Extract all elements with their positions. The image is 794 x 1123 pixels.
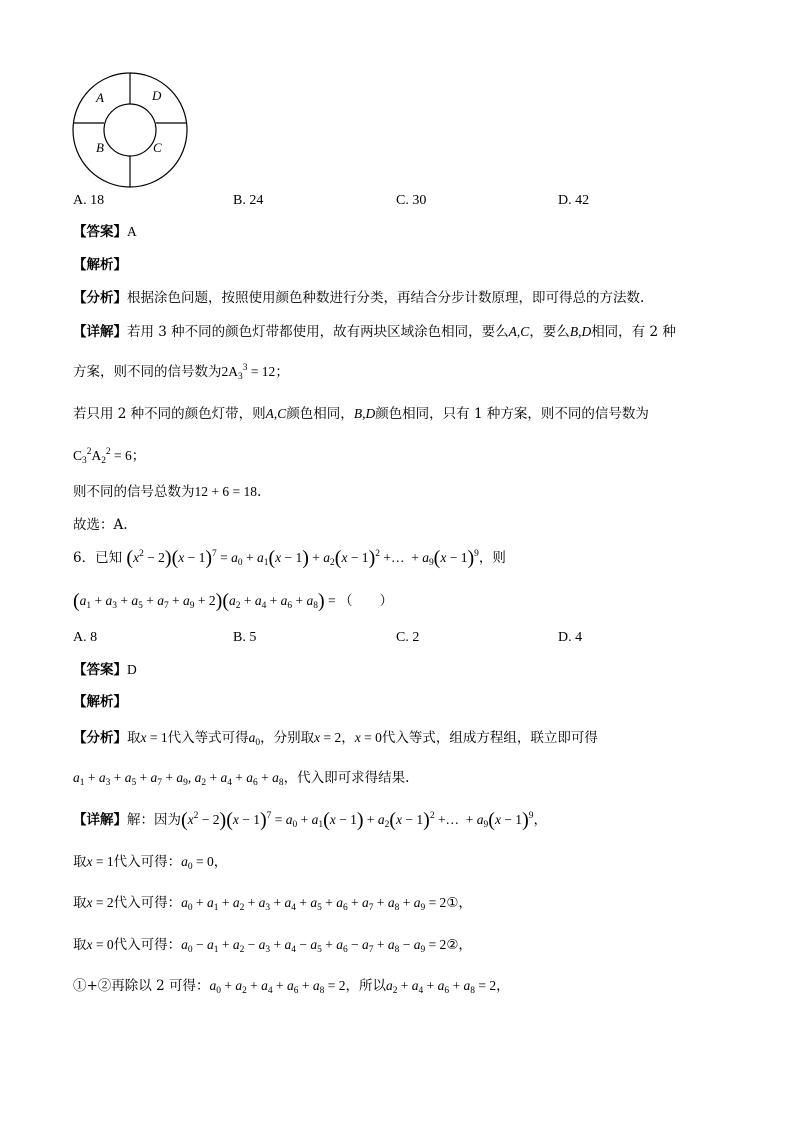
- q6-option-b: B. 5: [233, 630, 257, 645]
- q5-analysis-tag: 【解析】: [73, 257, 127, 273]
- q5-detail-line-5: 则不同的信号总数为12 + 6 = 18.: [73, 484, 262, 500]
- fenxi-tag: 【分析】: [73, 290, 127, 306]
- q5-fenxi-text: 根据涂色问题，按照使用颜色种数进行分类，再结合分步计数原理，即可得总的方法数.: [127, 290, 645, 306]
- q6-stem-line-1: 6．已知 $(x^2 - 2)(x - 1)^7 = a_0 + a_1(x - 1) + a_2(x - 1)^2$ +… + $a_9(x - 1)^9$，则: [73, 547, 506, 569]
- q6-option-a: A. 8: [73, 630, 98, 645]
- q6-answer-line: 【答案】D: [73, 662, 137, 678]
- q5-detail-line-1: 【详解】若用 3 种不同的颜色灯带都使用，故有两块区域涂色相同，要么A,C，要么B,D相同，有 2 种: [73, 324, 676, 340]
- q6-detail-line-2: 取x = 1代入可得：$a_0 = 0$，: [73, 854, 228, 872]
- answer-tag: 【答案】: [73, 224, 127, 240]
- q6-fenxi-line-2: $a_1 + a_3 + a_5 + a_7 + a_9$, $a_2 + a_4 + a_6 + a_8$，代入即可求得结果.: [73, 770, 410, 788]
- region-label-b: B: [96, 140, 104, 155]
- q5-option-c: C. 30: [396, 193, 427, 208]
- ring-figure: [72, 72, 190, 190]
- q5-fenxi-line: [73, 288, 644, 308]
- xiangjie-tag: 【详解】: [73, 324, 127, 340]
- q5-answer-line: [73, 222, 137, 242]
- region-label-a: A: [96, 90, 104, 105]
- q5-option-a: A. 18: [73, 193, 105, 208]
- q5-detail-line-2: 方案，则不同的信号数为$2A_3^3 = 12$；: [73, 363, 289, 382]
- region-label-d: D: [152, 88, 162, 103]
- q6-number: 6．: [73, 550, 96, 566]
- q6-detail-line-4: 取x = 0代入可得：$a_0 - a_1 + a_2 - a_3 + a_4 - a_5 + a_6 - a_7 + a_8 - a_9$ = 2②，: [73, 937, 472, 955]
- q6-fenxi-line-1: 【分析】取x = 1代入等式可得$a_0$，分别取x = 2，x = 0代入等式，组成方程组，联立即可得: [73, 730, 598, 748]
- q5-option-b: B. 24: [233, 193, 264, 208]
- q6-option-c: C. 2: [396, 630, 420, 645]
- inner-circle: [104, 104, 156, 156]
- q5-detail-line-3: 若只用 2 种不同的颜色灯带，则A,C颜色相同，B,D颜色相同，只有 1 种方案，则不同的信号数为: [73, 406, 649, 422]
- q5-answer: A: [127, 224, 137, 239]
- q5-detail-line-6: 故选：A.: [73, 517, 128, 533]
- q5-detail-line-4: $C_3^2A_2^2 = 6$；: [73, 447, 146, 466]
- q6-analysis-tag: 【解析】: [73, 694, 127, 710]
- q6-stem-line-2: $(a_1 + a_3 + a_5 + a_7 + a_9 + 2)(a_2 + a_4 + a_6 + a_8)$ = （ ）: [73, 590, 394, 612]
- q6-answer: D: [127, 662, 137, 677]
- region-label-c: C: [153, 140, 162, 155]
- q5-option-d: D. 42: [558, 193, 590, 208]
- q6-detail-line-3: 取x = 2代入可得：$a_0 + a_1 + a_2 + a_3 + a_4 + a_5 + a_6 + a_7 + a_8 + a_9$ = 2①，: [73, 895, 472, 913]
- q6-detail-line-5: ①+②再除以 2 可得：$a_0 + a_2 + a_4 + a_6 + a_8 = 2$，所以$a_2 + a_4 + a_6 + a_8 = 2$，: [73, 978, 510, 996]
- q6-option-d: D. 4: [558, 630, 583, 645]
- q6-detail-line-1: 【详解】解：因为$(x^2 - 2)(x - 1)^7 = a_0 + a_1(x - 1) + a_2(x - 1)^2$ +… + $a_9(x - 1)^9$，: [73, 809, 547, 831]
